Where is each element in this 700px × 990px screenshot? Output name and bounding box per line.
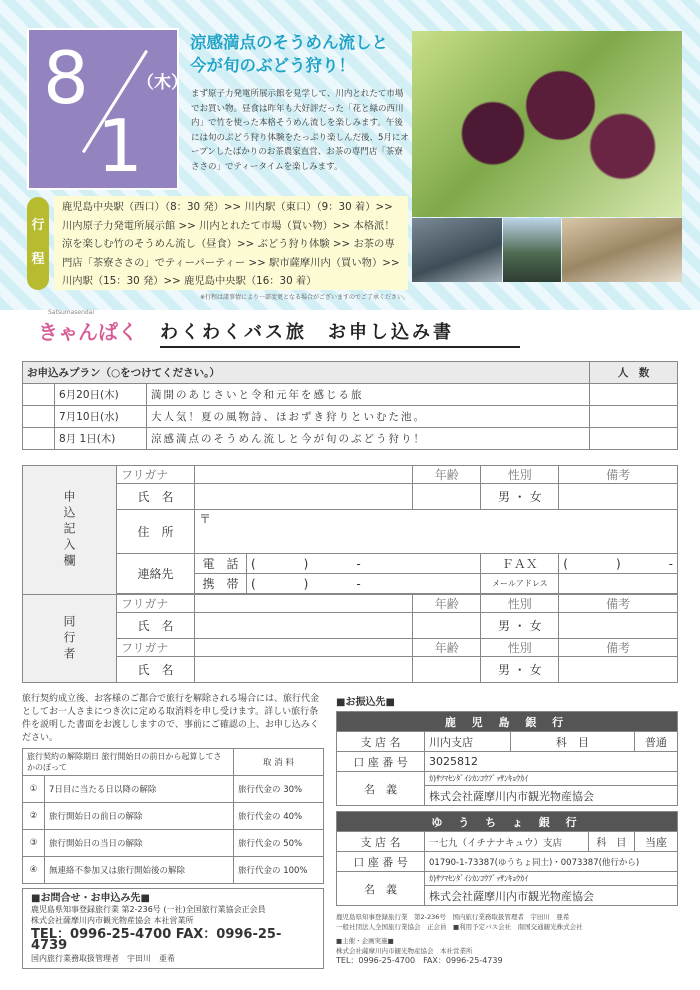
- furigana-label: フリガナ: [117, 595, 195, 613]
- contact-line: 国内旅行業務取扱管理者 宇田川 亜希: [31, 954, 175, 963]
- cancel-col1: 旅行契約の解除期日 旅行開始日の前日から起算してさかのぼって: [23, 749, 234, 776]
- plan-date: 8月 1日(木): [55, 428, 147, 450]
- gender-label: 性別: [481, 466, 559, 484]
- plan-circle-cell[interactable]: [23, 384, 55, 406]
- age-label: 年齢: [413, 595, 481, 613]
- payment-head: ■お振込先■: [336, 697, 395, 708]
- remarks-label: 備考: [559, 466, 678, 484]
- exhibit-photo: [412, 218, 502, 282]
- plan-row[interactable]: [23, 428, 678, 450]
- mobile-label: 携 帯: [195, 574, 247, 594]
- plan-count-cell[interactable]: [590, 384, 678, 406]
- gender-choice[interactable]: 男 ・ 女: [481, 657, 559, 683]
- furigana-field[interactable]: [195, 595, 413, 613]
- name-field[interactable]: [195, 613, 413, 639]
- email-label: メールアドレス: [481, 574, 559, 594]
- age-label: 年齢: [413, 639, 481, 657]
- bridge-photo: [503, 218, 561, 282]
- date-month: 8: [43, 36, 89, 120]
- plan-circle-cell[interactable]: [23, 406, 55, 428]
- name-field[interactable]: [195, 657, 413, 683]
- furigana-label: フリガナ: [117, 466, 195, 484]
- contact-line: 株式会社薩摩川内市観光物産協会 本社営業所: [31, 916, 194, 925]
- remarks-label: 備考: [559, 639, 678, 657]
- bank-name: 鹿 児 島 銀 行: [337, 712, 678, 732]
- plan-table: [22, 361, 678, 450]
- contact-label: 連絡先: [117, 554, 195, 594]
- tour-title: [190, 31, 388, 77]
- companion-label: 同行者: [23, 595, 117, 683]
- plan-date: 6月20日(木): [55, 384, 147, 406]
- applicant-table: [22, 465, 678, 683]
- gender-choice[interactable]: 男 ・ 女: [481, 613, 559, 639]
- furigana-label: フリガナ: [117, 639, 195, 657]
- plan-count-cell[interactable]: [590, 428, 678, 450]
- contact-tel: TEL：0996-25-4700 FAX：0996-25-4739: [31, 927, 282, 953]
- grape-photo: [412, 31, 682, 217]
- cancel-col2: 取 消 料: [234, 749, 324, 776]
- itinerary-label: 行程: [27, 197, 49, 290]
- name-label: 氏 名: [117, 613, 195, 639]
- phone-field[interactable]: ( ) -: [247, 554, 481, 574]
- furigana-field[interactable]: [195, 639, 413, 657]
- plan-row[interactable]: [23, 384, 678, 406]
- table-row: ② 旅行開始日の前日の解除 旅行代金の 40%: [23, 803, 324, 830]
- remarks-field[interactable]: [559, 657, 678, 683]
- table-row: ③ 旅行開始日の当日の解除 旅行代金の 50%: [23, 830, 324, 857]
- name-field[interactable]: [195, 484, 413, 510]
- date-weekday: （木）: [137, 73, 188, 93]
- name-label: 氏 名: [117, 657, 195, 683]
- form-title: わくわくバス旅 お申し込み書: [160, 318, 520, 348]
- gender-label: 性別: [481, 639, 559, 657]
- itinerary-text: 鹿児島中央駅（西口）（8：30 発）>> 川内駅（東口）（9：30 着）>> 川内原子力発電所展示館 >> 川内とれたて市場（買い物）>> 本格派！涼を楽しむ竹のそうめん流し（昼食）>> ぶどう狩り体験 >> お茶の専門店「茶寮ささの」でティーパーティー >> 駅市薩摩川内（買い物）>> 川内駅（15：30 発）>> 鹿児島中央駅（16：30 着）: [54, 196, 408, 290]
- cancel-intro: 旅行契約成立後、お客様のご都合で旅行を解除される場合には、旅行代金としてお一人さまにつき次に定める取消料を申し受けます。詳しい旅行条件を説明した書面をお渡ししますので、事前にご確認の上、お申し込みください。: [22, 694, 320, 743]
- count-header: 人 数: [590, 362, 678, 384]
- age-field[interactable]: [413, 484, 481, 510]
- plan-name: 大人気！夏の風物詩、ほおずき狩りといむた池。: [147, 406, 590, 428]
- contact-line: 鹿児島県知事登録旅行業 第2-236号 (一社)全国旅行業協会正会員: [31, 905, 266, 914]
- plan-name: 涼感満点のそうめん流しと今が旬のぶどう狩り！: [147, 428, 590, 450]
- cancel-table: [22, 748, 324, 884]
- date-day: 1: [97, 104, 143, 188]
- payment-section: [336, 693, 678, 906]
- fax-field[interactable]: ( ) -: [559, 554, 678, 574]
- footer-info: 鹿児島県知事登録旅行業 第2-236号 国内旅行業務取扱管理者 宇田川 亜希 一般社団法人全国旅行業協会 正会員 ■利用予定バス会社 南国交通観光株式会社 ■主催・企画実施■ 株式会社薩摩川内市観光物産協会 本社営業所 TEL：0996-25-4700 FAX：0996-25-4739: [336, 913, 583, 965]
- age-label: 年齢: [413, 466, 481, 484]
- tour-title-line1: 涼感満点のそうめん流しと: [190, 33, 388, 52]
- age-field[interactable]: [413, 657, 481, 683]
- fax-label: ＦＡＸ: [481, 554, 559, 574]
- plan-row[interactable]: [23, 406, 678, 428]
- somen-photo: [562, 218, 682, 282]
- plan-header: お申込みプラン（○をつけてください。）: [23, 362, 590, 384]
- phone-label: 電 話: [195, 554, 247, 574]
- remarks-field[interactable]: [559, 484, 678, 510]
- itinerary-note: ※行程は諸事情により一部変更となる場合がございますのでご了承ください。: [200, 294, 410, 301]
- contact-box: [22, 888, 324, 969]
- date-badge: [27, 28, 188, 190]
- bank-name: ゆ う ち ょ 銀 行: [337, 812, 678, 832]
- address-label: 住 所: [117, 510, 195, 554]
- furigana-field[interactable]: [195, 466, 413, 484]
- gender-label: 性別: [481, 595, 559, 613]
- kyanpaku-logo: Satsumasendai きゃんぱく: [38, 309, 138, 344]
- plan-date: 7月10日(水): [55, 406, 147, 428]
- plan-circle-cell[interactable]: [23, 428, 55, 450]
- email-field[interactable]: [559, 574, 678, 594]
- table-row: ① 7日目に当たる日以降の解除 旅行代金の 30%: [23, 776, 324, 803]
- name-label: 氏 名: [117, 484, 195, 510]
- remarks-field[interactable]: [559, 613, 678, 639]
- remarks-label: 備考: [559, 595, 678, 613]
- tour-title-line2: 今が旬のぶどう狩り！: [190, 56, 355, 75]
- address-field[interactable]: 〒: [195, 510, 678, 554]
- bank-table: 鹿 児 島 銀 行 支 店 名 川内支店 科 目 普通 口 座 番 号 3025812 名 義 ｶ)ｻﾂﾏｾﾝﾀﾞｲｼｶﾝｺｳﾌﾞｯｻﾝｷｮｳｶｲ 株式会社薩摩川内市観光物産協会 ゆ う ち ょ 銀 行 支 店 名 一七九（イチナナキュウ）支店 科 目 当座 口 座 番 号 01790-1-73387(ゆうちょ同士)・0073387(他行から) 名 義 ｶ)ｻﾂﾏｾﾝﾀﾞｲｼｶﾝｺｳﾌﾞｯｻﾝｷｮｳｶｲ 株式会社薩摩川内市観光物産協会: [336, 711, 678, 906]
- contact-head: ■お問合せ・お申込み先■: [31, 893, 150, 904]
- table-row: ④ 無連絡不参加又は旅行開始後の解除 旅行代金の 100%: [23, 857, 324, 884]
- age-field[interactable]: [413, 613, 481, 639]
- gender-choice[interactable]: 男 ・ 女: [481, 484, 559, 510]
- plan-count-cell[interactable]: [590, 406, 678, 428]
- tour-description: まず原子力発電所展示館を見学して、川内とれたて市場でお買い物。昼食は昨年も大好評だった「花と緑の西川内」で竹を使った本格そうめん流しを楽しみます。午後には旬のぶどう狩り体験をたっぷり楽しんだ後、5月にオープンしたばかりのお茶農家直営、お茶の専門店「茶寮ささの」でティータイムを楽しみます。: [191, 89, 409, 172]
- applicant-label: 申込記入欄: [23, 466, 117, 595]
- plan-name: 満開のあじさいと令和元年を感じる旅: [147, 384, 590, 406]
- mobile-field[interactable]: ( ) -: [247, 574, 481, 594]
